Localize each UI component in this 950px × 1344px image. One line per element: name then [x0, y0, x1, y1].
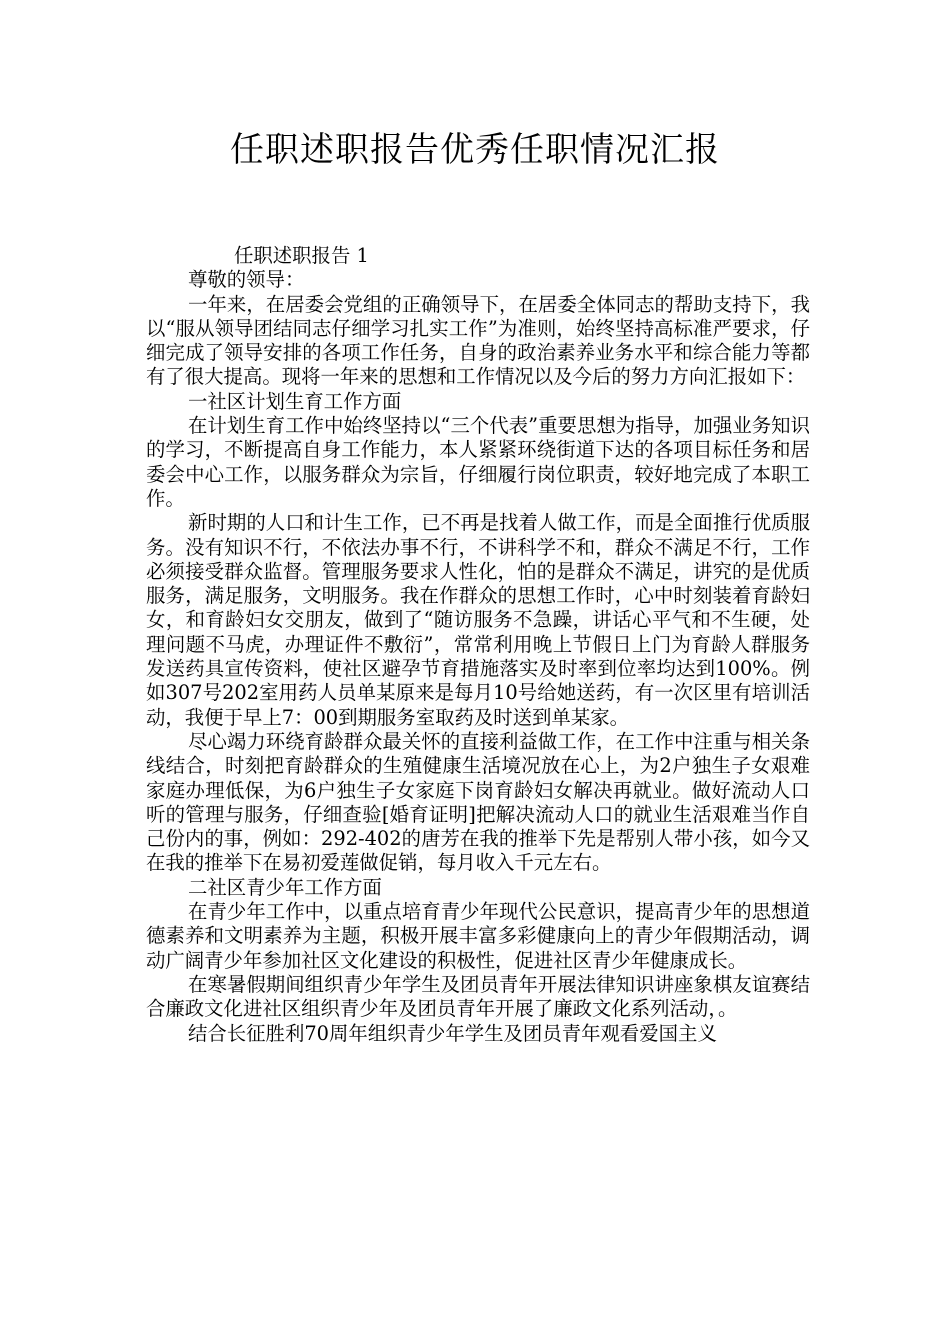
section-heading: 二社区青少年工作方面 [188, 875, 382, 899]
document-body [146, 244, 810, 1046]
paragraph: 新时期的人口和计生工作，已不再是找着人做工作，而是全面推行优质服务。没有知识不行，不依法办事不行，不讲科学不和，群众不满足不行，工作必须接受群众监督。管理服务要求人性化，怕的是群众不满足，讲究的是优质服务，满足服务，文明服务。我在作群众的思想工作时，心中时刻装着育龄妇女，和育龄妇女交朋友，做到了“随访服务不急躁，讲话心平气和不生硬，处理问题不马虎，办理证件不敷衍”，常常利用晚上节假日上门为育龄人群服务发送药具宣传资料，使社区避孕节育措施落实及时率到位率均达到100%。例如307号202室用药人员单某原来是每月10号给她送药，有一次区里有培训活动，我便于早上7：00到期服务室取药及时送到单某家。 [146, 511, 810, 729]
document-title: 任职述职报告优秀任职情况汇报 [230, 130, 720, 170]
paragraph: 在计划生育工作中始终坚持以“三个代表”重要思想为指导，加强业务知识的学习，不断提高自身工作能力，本人紧紧环绕街道下达的各项目标任务和居委会中心工作，以服务群众为宗旨，仔细履行岗位职责，较好地完成了本职工作。 [146, 414, 810, 510]
section-heading: 一社区计划生育工作方面 [188, 389, 402, 413]
salutation: 尊敬的领导： [188, 268, 305, 292]
report-subheading: 任职述职报告 1 [234, 244, 369, 267]
paragraph: 在青少年工作中，以重点培育青少年现代公民意识，提高青少年的思想道德素养和文明素养为主题，积极开展丰富多彩健康向上的青少年假期活动，调动广阔青少年参加社区文化建设的积极性，促进社区青少年健康成长。 [146, 900, 810, 972]
paragraph: 结合长征胜利70周年组织青少年学生及团员青年观看爱国主义 [188, 1021, 717, 1045]
paragraph: 一年来，在居委会党组的正确领导下，在居委全体同志的帮助支持下，我以“服从领导团结同志仔细学习扎实工作”为准则，始终坚持高标准严要求，仔细完成了领导安排的各项工作任务，自身的政治素养业务水平和综合能力等都有了很大提高。现将一年来的思想和工作情况以及今后的努力方向汇报如下： [146, 292, 810, 389]
paragraph: 尽心竭力环绕育龄群众最关怀的直接利益做工作，在工作中注重与相关条线结合，时刻把育龄群众的生殖健康生活境况放在心上，为2户独生子女艰难家庭办理低保，为6户独生子女家庭下岗育龄妇女解决再就业。做好流动人口听的管理与服务，仔细查验[婚育证明]把解决流动人口的就业生活艰难当作自己份内的事，例如：292-402的唐芳在我的推举下先是帮别人带小孩，如今又在我的推举下在易初爱莲做促销，每月收入千元左右。 [146, 729, 810, 875]
paragraph: 在寒暑假期间组织青少年学生及团员青年开展法律知识讲座象棋友谊赛结合廉政文化进社区组织青少年及团员青年开展了廉政文化系列活动，。 [146, 972, 810, 1021]
